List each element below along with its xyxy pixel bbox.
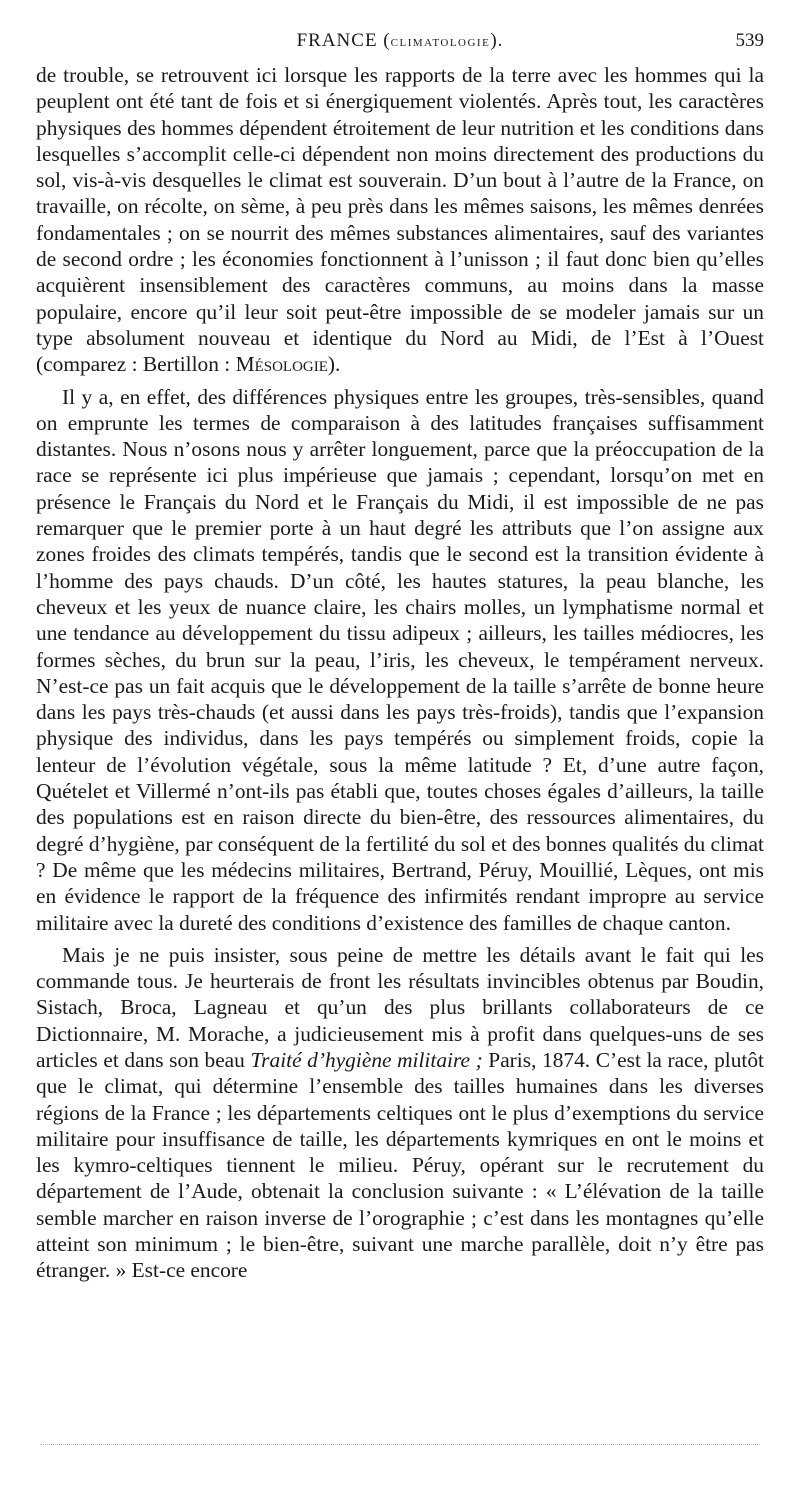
- book-title: Traité d’hygiène militaire ;: [250, 1047, 483, 1072]
- page-number: 539: [735, 30, 764, 51]
- header-subtitle: climatologie: [390, 33, 491, 50]
- body-text: [36, 62, 764, 1284]
- running-header: [36, 30, 764, 56]
- paragraph-continued: de trouble, se retrouvent ici lorsque les rapports de la terre avec les hommes qui la peuplent ont été tant de fois et si énergiquement violentés. Après tout, les caractères physiques des hommes dépendent étroitement de leur nutrition et les conditions dans lesquelles s’accomplit celle-ci dépendent non moins directement des productions du sol, vis-à-vis desquelles le climat est souverain. D’un bout à l’autre de la France, on travaille, on récolte, on sème, à peu près dans les mêmes saisons, les mêmes denrées fondamentales ; on se nourrit des mêmes substances alimentaires, sauf des variantes de second ordre ; les économies fonctionnent à l’unisson ; il faut donc bien qu’elles acquièrent insensiblement des caractères communs, au moins dans la masse populaire, encore qu’il leur soit peut-être impossible de se modeler jamais sur un type absolument nouveau et identique du Nord au Midi, de l’Est à l’Ouest (comparez : Bertillon : Mésologie).: [36, 63, 764, 377]
- reference-mesologie: Mésologie: [235, 352, 328, 377]
- paragraph: Mais je ne puis insister, sous peine de mettre les détails avant le fait qui les commande tous. Je heurterais de front les résultats invincibles obtenus par Boudin, Sistach, Broca, Lagneau et qu’un des plus brillants collaborateurs de ce Dictionnaire, M. Morache, a judicieusement mis à profit dans quelques-uns de ses articles et dans son beau Traité d’hygiène militaire ; Paris, 1874. C’est la race, plutôt que le climat, qui détermine l’ensemble des tailles humaines dans les diverses régions de la France ; les départements celtiques ont le plus d’exemptions du service militaire pour insuffisance de taille, les départements kymriques en ont le moins et les kymro-celtiques tiennent le milieu. Péruy, opérant sur le recrutement du département de l’Aude, obtenait la conclusion suivante : « L’élévation de la taille semble marcher en raison inverse de l’orographie ; c’est dans les montagnes qu’elle atteint son minimum ; le bien-être, suivant une marche parallèle, doit n’y être pas étranger. » Est-ce encore: [36, 942, 764, 1283]
- header-title: FRANCE (climatologie).: [296, 30, 504, 51]
- paragraph: Il y a, en effet, des différences physiques entre les groupes, très-sensibles, quand on emprunte les termes de comparaison à des latitudes françaises suffisamment distantes. Nous n’osons nous y arrêter longuement, parce que la préoccupation de la race se représente ici plus impérieuse que jamais ; cependant, lorsqu’on met en présence le Français du Nord et le Français du Midi, il est impossible de ne pas remarquer que le premier porte à un haut degré les attributs que l’on assigne aux zones froides des climats tempérés, tandis que le second est la transition évidente à l’homme des pays chauds. D’un côté, les hautes statures, la peau blanche, les cheveux et les yeux de nuance claire, les chairs molles, un lymphatisme normal et une tendance au développement du tissu adipeux ; ailleurs, les tailles médiocres, les formes sèches, du brun sur la peau, l’iris, les cheveux, le tempérament nerveux. N’est-ce pas un fait acquis que le développement de la taille s’arrête de bonne heure dans les pays très-chauds (et aussi dans les pays très-froids), tandis que l’expansion physique des individus, dans les pays tempérés ou simplement froids, copie la lenteur de l’évolution végétale, sous la même latitude ? Et, d’une autre façon, Quételet et Villermé n’ont-ils pas établi que, toutes choses égales d’ailleurs, la taille des populations est en raison directe du bien-être, des ressources alimentaires, du degré d’hygiène, par conséquent de la fertilité du sol et des bonnes qualités du climat ? De même que les médecins militaires, Bertrand, Péruy, Mouillié, Lèques, ont mis en évidence le rapport de la fréquence des infirmités rendant impropre au service militaire avec la dureté des conditions d’existence des familles de chaque canton.: [36, 384, 764, 935]
- footer-bleed-rule: [40, 1444, 760, 1445]
